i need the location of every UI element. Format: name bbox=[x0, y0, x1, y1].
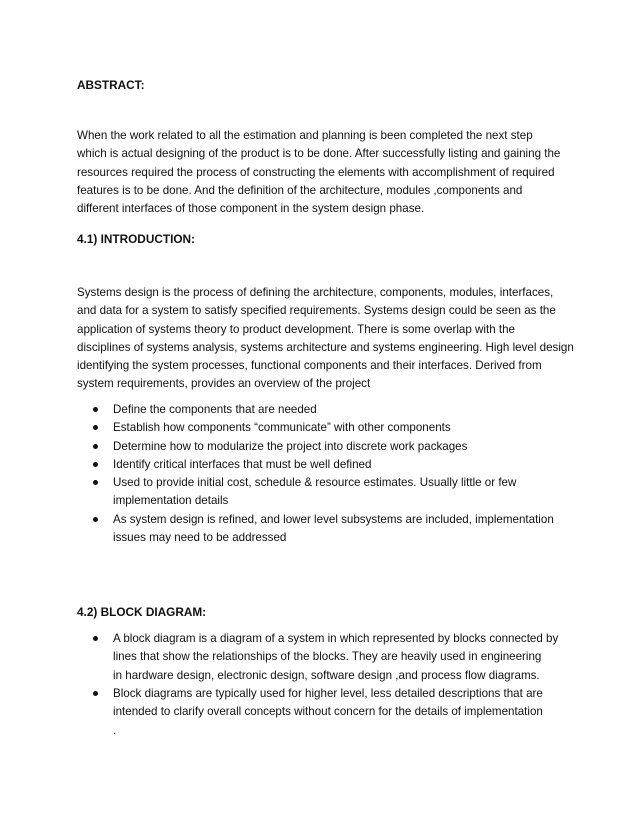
list-item-text: lines that show the relationships of the blocks. They are heavily used in engineering bbox=[113, 650, 542, 664]
bullet-icon bbox=[93, 444, 98, 449]
bullet-icon bbox=[93, 691, 98, 696]
list-item bbox=[77, 419, 557, 437]
list-item-text: Establish how components “communicate” with other components bbox=[113, 421, 451, 435]
abstract-line: resources required the process of constructing the elements with accomplishment of required bbox=[77, 165, 555, 179]
abstract-heading: ABSTRACT: bbox=[77, 78, 145, 92]
introduction-paragraph bbox=[77, 284, 574, 394]
block-diagram-heading: 4.2) BLOCK DIAGRAM: bbox=[77, 605, 207, 619]
list-item-text: As system design is refined, and lower level subsystems are included, implementation bbox=[113, 512, 554, 526]
list-item-text: in hardware design, electronic design, software design ,and process flow diagrams. bbox=[113, 668, 540, 682]
list-item-text: Block diagrams are typically used for higher level, less detailed descriptions that are bbox=[113, 686, 543, 700]
introduction-line: system requirements, provides an overview of the project bbox=[77, 377, 371, 391]
introduction-line: application of systems theory to product development. There is some overlap with the bbox=[77, 322, 515, 336]
list-item-text: Determine how to modularize the project into discrete work packages bbox=[113, 439, 468, 453]
abstract-line: When the work related to all the estimation and planning is been completed the next step bbox=[77, 129, 533, 142]
bullet-icon bbox=[93, 425, 98, 430]
list-item bbox=[77, 438, 557, 456]
list-item-text: intended to clarify overall concepts without concern for the details of implementation bbox=[113, 705, 543, 719]
list-item bbox=[77, 474, 557, 511]
list-item bbox=[77, 630, 557, 685]
bullet-icon bbox=[93, 636, 98, 641]
abstract-paragraph bbox=[77, 127, 567, 218]
introduction-heading: 4.1) INTRODUCTION: bbox=[77, 232, 195, 246]
list-item bbox=[77, 401, 557, 419]
bullet-icon bbox=[93, 407, 98, 412]
list-item-text: Identify critical interfaces that must be well defined bbox=[113, 457, 372, 471]
introduction-line: Systems design is the process of defining the architecture, components, modules, interfaces, bbox=[77, 286, 554, 299]
abstract-line: different interfaces of those component in the system design phase. bbox=[77, 202, 425, 216]
list-item-text: Used to provide initial cost, schedule & resource estimates. Usually little or few bbox=[113, 476, 517, 490]
introduction-line: disciplines of systems analysis, systems architecture and systems engineering. High level design bbox=[77, 340, 574, 354]
bullet-icon bbox=[93, 517, 98, 522]
list-item bbox=[77, 685, 557, 722]
bullet-icon bbox=[93, 462, 98, 467]
list-item-text: A block diagram is a diagram of a system in which represented by blocks connected by bbox=[113, 632, 559, 645]
list-item bbox=[77, 456, 557, 474]
list-item-text: Define the components that are needed bbox=[113, 403, 317, 416]
introduction-line: identifying the system processes, functional components and their interfaces. Derived from bbox=[77, 359, 542, 373]
list-item bbox=[77, 511, 557, 548]
abstract-line: which is actual designing of the product is to be done. After successfully listing and gaining the bbox=[77, 147, 561, 161]
block-diagram-bullet-list bbox=[77, 630, 557, 721]
trailing-period: . bbox=[113, 724, 117, 737]
abstract-line: features is to be done. And the definition of the architecture, modules ,components and bbox=[77, 183, 523, 197]
bullet-icon bbox=[93, 480, 98, 485]
list-item-text: implementation details bbox=[113, 494, 229, 508]
introduction-line: and data for a system to satisfy specified requirements. Systems design could be seen as the bbox=[77, 304, 556, 318]
introduction-bullet-list bbox=[77, 401, 557, 547]
list-item-text: issues may need to be addressed bbox=[113, 531, 287, 545]
